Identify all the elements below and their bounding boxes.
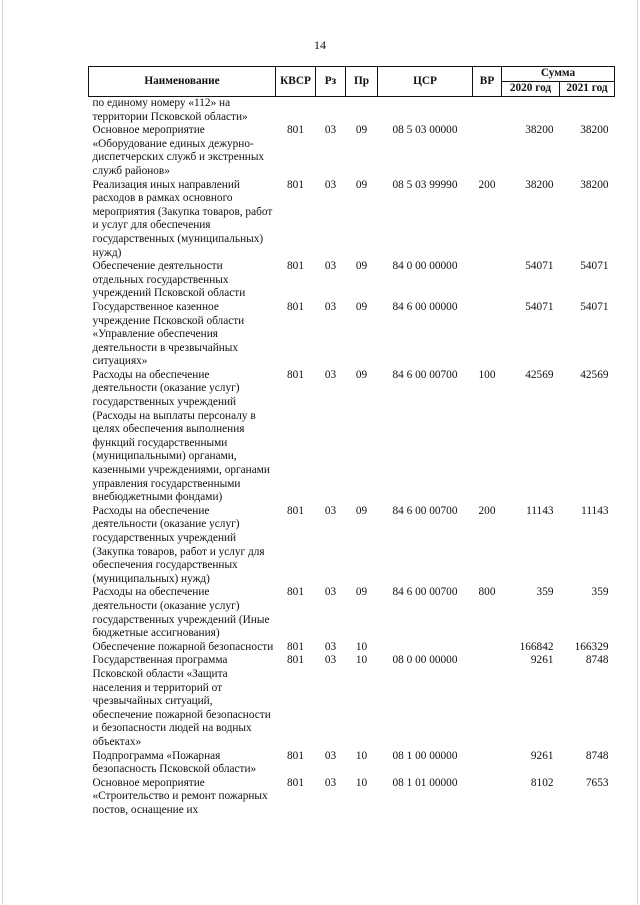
row-sum-2020: 38200 (525, 124, 554, 137)
row-pr: 10 (355, 654, 368, 667)
row-pr: 09 (355, 504, 368, 517)
row-vr (473, 301, 502, 369)
header-vr: ВР (473, 67, 502, 97)
row-rz: 03 (324, 504, 337, 517)
table-row (89, 641, 615, 655)
row-pr: 09 (355, 178, 368, 191)
row-rz (316, 97, 346, 125)
row-kvsr: 801 (287, 368, 304, 381)
header-name: Наименование (89, 67, 276, 97)
header-csr: ЦСР (378, 67, 473, 97)
row-kvsr: 801 (287, 260, 304, 273)
row-vr (473, 777, 502, 818)
row-rz: 03 (324, 178, 337, 191)
row-name: Основное мероприятие «Оборудование единых дежурно-диспетчерских служб и экстренных служб районов» (92, 124, 265, 177)
table-row (89, 586, 615, 640)
row-csr: 08 1 01 00000 (392, 776, 458, 789)
row-name: Обеспечение деятельности отдельных государственных учреждений Псковской области (92, 260, 246, 300)
header-pr: Пр (346, 67, 378, 97)
header-year-2020: 2020 год (502, 82, 560, 97)
row-kvsr: 801 (287, 640, 304, 653)
row-sum-2021: 359 (591, 586, 609, 599)
row-csr (378, 97, 473, 125)
table-row (89, 179, 615, 261)
row-vr: 200 (478, 504, 496, 517)
row-sum-2021: 54071 (580, 300, 609, 313)
row-sum-2020: 42569 (525, 368, 554, 381)
row-sum-2020: 38200 (525, 178, 554, 191)
row-sum-2021: 11143 (581, 504, 609, 517)
row-vr (473, 641, 502, 655)
row-rz: 03 (324, 776, 337, 789)
row-kvsr: 801 (287, 586, 304, 599)
row-sum-2020: 359 (536, 586, 554, 599)
row-rz: 03 (324, 654, 337, 667)
table-row (89, 260, 615, 301)
row-sum-2021: 7653 (585, 776, 609, 789)
row-vr: 800 (478, 586, 496, 599)
row-sum-2021: 38200 (580, 178, 609, 191)
row-sum-2021: 8748 (585, 749, 609, 762)
row-csr: 84 6 00 00000 (392, 300, 458, 313)
table-row (89, 505, 615, 587)
table-row (89, 369, 615, 505)
row-name: Расходы на обеспечение деятельности (оказание услуг) государственных учреждений (Закупка товаров, работ и услуг для обеспечения государственных (муниципальных) нужд) (92, 504, 265, 585)
row-csr: 08 5 03 00000 (392, 124, 458, 137)
row-kvsr: 801 (287, 300, 304, 313)
row-csr (378, 641, 473, 655)
row-name: Обеспечение пожарной безопасности (92, 640, 274, 653)
table-row (89, 750, 615, 777)
row-name: Государственная программа Псковской области «Защита населения и территорий от чрезвычайных ситуаций, обеспечение пожарной безопасности и безопасности людей на водных объектах» (92, 654, 271, 748)
row-csr: 84 0 00 00000 (392, 260, 458, 273)
row-kvsr: 801 (287, 178, 304, 191)
row-rz: 03 (324, 640, 337, 653)
table-row (89, 97, 615, 125)
scan-edge-right (637, 0, 638, 905)
row-sum-2020: 9261 (530, 654, 554, 667)
table-row (89, 124, 615, 178)
row-name: Основное мероприятие «Строительство и ремонт пожарных постов, оснащение их (92, 776, 268, 816)
row-vr (473, 260, 502, 301)
row-csr: 84 6 00 00700 (392, 586, 458, 599)
row-name: Реализация иных направлений расходов в рамках основного мероприятия (Закупка товаров, работ и услуг для обеспечения государственных (муниципальных) нужд) (92, 178, 273, 259)
row-rz: 03 (324, 300, 337, 313)
row-pr: 10 (355, 640, 368, 653)
scan-edge-left (2, 0, 3, 905)
row-rz: 03 (324, 124, 337, 137)
row-sum-2020: 54071 (525, 300, 554, 313)
row-rz: 03 (324, 368, 337, 381)
row-sum-2020: 54071 (525, 260, 554, 273)
row-csr: 08 5 03 99990 (392, 178, 458, 191)
row-kvsr: 801 (287, 124, 304, 137)
row-name: Подпрограмма «Пожарная безопасность Псковской области» (92, 749, 257, 776)
row-pr: 09 (355, 260, 368, 273)
row-name: Расходы на обеспечение деятельности (оказание услуг) государственных учреждений (Иные бюджетные ассигнования) (92, 586, 270, 640)
row-sum-2021: 54071 (580, 260, 609, 273)
row-kvsr: 801 (287, 504, 304, 517)
row-pr (346, 97, 378, 125)
row-vr (473, 654, 502, 749)
row-pr: 10 (355, 749, 368, 762)
row-pr: 09 (355, 368, 368, 381)
row-sum-2020 (502, 97, 560, 125)
table-row (89, 654, 615, 749)
row-sum-2020: 11143 (526, 504, 554, 517)
header-sum: Сумма (502, 67, 615, 82)
row-pr: 10 (355, 776, 368, 789)
row-csr: 84 6 00 00700 (392, 368, 458, 381)
table-row (89, 301, 615, 369)
table-row (89, 777, 615, 818)
row-vr (473, 97, 502, 125)
row-kvsr (276, 97, 316, 125)
row-rz: 03 (324, 749, 337, 762)
budget-table (88, 66, 615, 817)
row-name: по единому номеру «112» на территории Псковской области» (92, 97, 248, 123)
table-header (89, 67, 615, 97)
row-vr: 100 (478, 368, 496, 381)
header-year-2021: 2021 год (560, 82, 615, 97)
row-kvsr: 801 (287, 654, 304, 667)
table-body (89, 97, 615, 818)
row-csr: 84 6 00 00700 (392, 504, 458, 517)
row-sum-2021: 38200 (580, 124, 609, 137)
row-rz: 03 (324, 586, 337, 599)
row-sum-2020: 8102 (530, 776, 554, 789)
row-kvsr: 801 (287, 776, 304, 789)
row-csr: 08 1 00 00000 (392, 749, 458, 762)
row-sum-2021 (560, 97, 615, 125)
row-sum-2020: 9261 (530, 749, 554, 762)
header-rz: Рз (316, 67, 346, 97)
row-kvsr: 801 (287, 749, 304, 762)
row-vr (473, 750, 502, 777)
row-rz: 03 (324, 260, 337, 273)
row-pr: 09 (355, 300, 368, 313)
row-pr: 09 (355, 124, 368, 137)
page-number: 14 (314, 38, 326, 52)
row-vr: 200 (478, 178, 496, 191)
row-sum-2021: 42569 (580, 368, 609, 381)
row-vr (473, 124, 502, 178)
row-sum-2021: 166329 (574, 640, 609, 653)
header-kvsr: КВСР (276, 67, 316, 97)
row-name: Государственное казенное учреждение Псковской области «Управление обеспечения деятельности в чрезвычайных ситуациях» (92, 300, 245, 368)
row-sum-2021: 8748 (585, 654, 609, 667)
row-name: Расходы на обеспечение деятельности (оказание услуг) государственных учреждений (Расходы на выплаты персоналу в целях обеспечения выполнения функций государственными (муниципальными) органами, казенными учреждениями, органами управления государственными внебюджетными фондами) (92, 368, 270, 504)
row-pr: 09 (355, 586, 368, 599)
row-sum-2020: 166842 (519, 640, 554, 653)
row-csr: 08 0 00 00000 (392, 654, 458, 667)
